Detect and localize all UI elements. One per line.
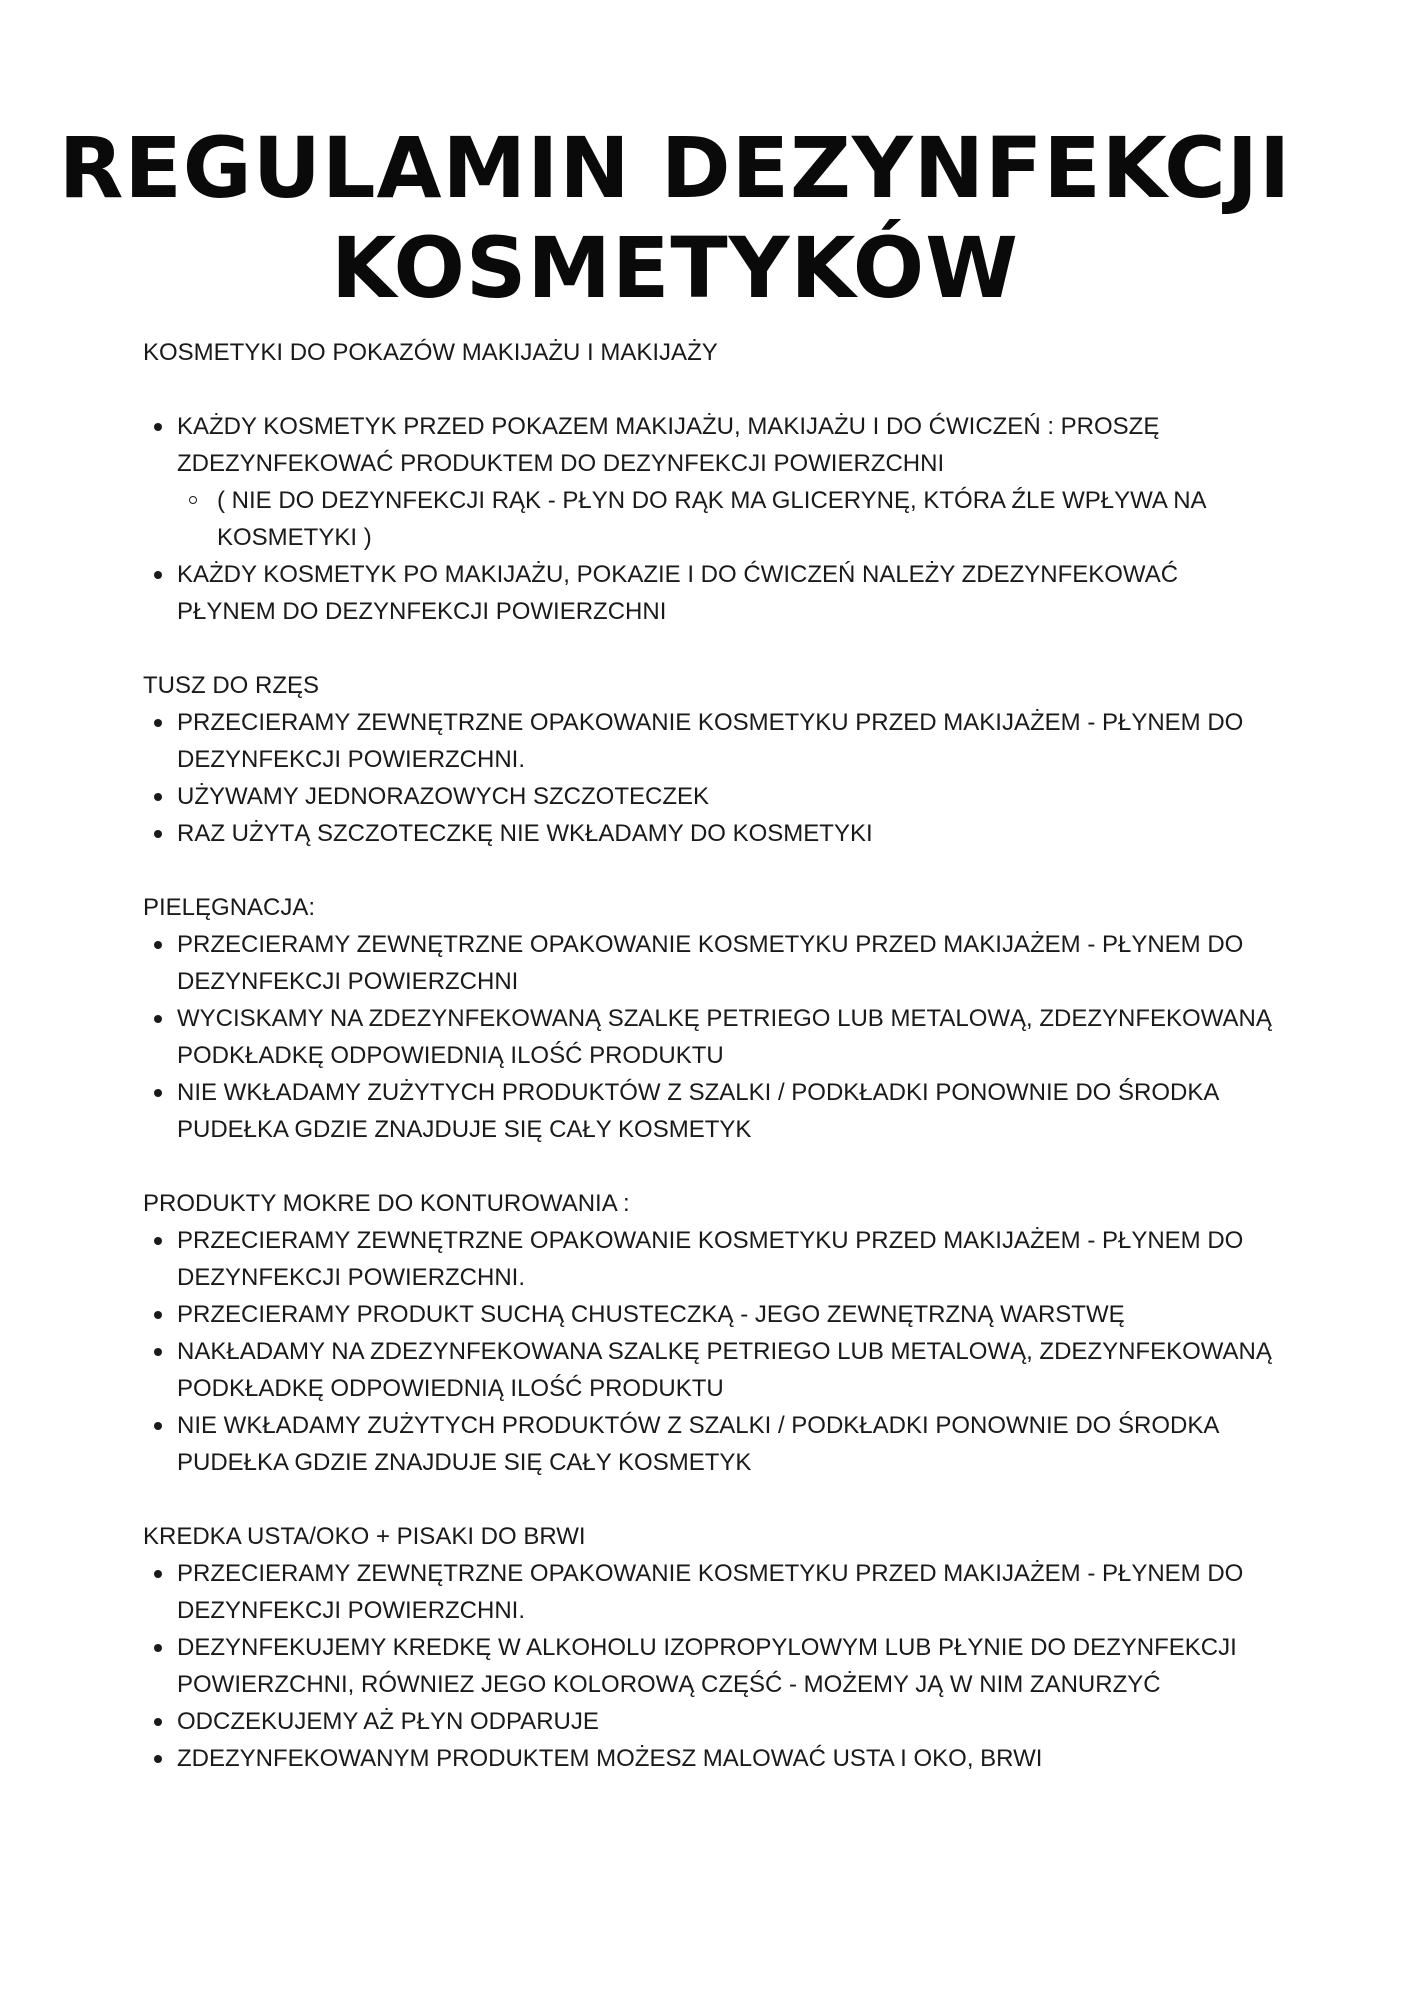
list-item-text: PRZECIERAMY ZEWNĘTRZNE OPAKOWANIE KOSMETYKU PRZED MAKIJAŻEM - PŁYNEM DO DEZYNFEKCJI POWIERZCHNI. [177,1227,1244,1291]
section-heading: KOSMETYKI DO POKAZÓW MAKIJAŻU I MAKIJAŻY [143,339,718,366]
list-item [143,1407,1273,1481]
list-item-text: WYCISKAMY NA ZDEZYNFEKOWANĄ SZALKĘ PETRIEGO LUB METALOWĄ, ZDEZYNFEKOWANĄ PODKŁADKĘ ODPOWIEDNIĄ ILOŚĆ PRODUKTU [177,1005,1272,1069]
list-item [143,1333,1273,1407]
list-item-text: ODCZEKUJEMY AŻ PŁYN ODPARUJE [177,1708,599,1735]
list-item [143,815,1273,852]
bullet-list [143,926,1273,1148]
list-item-text: DEZYNFEKUJEMY KREDKĘ W ALKOHOLU IZOPROPYLOWYM LUB PŁYNIE DO DEZYNFEKCJI POWIERZCHNI, RÓWNIEZ JEGO KOLOROWĄ CZĘŚĆ - MOŻEMY JĄ W NIM ZANURZYĆ [177,1634,1237,1698]
list-item-text: PRZECIERAMY ZEWNĘTRZNE OPAKOWANIE KOSMETYKU PRZED MAKIJAŻEM - PŁYNEM DO DEZYNFEKCJI POWIERZCHNI. [177,709,1244,773]
list-item [143,926,1273,1000]
list-item-text: PRZECIERAMY ZEWNĘTRZNE OPAKOWANIE KOSMETYKU PRZED MAKIJAŻEM - PŁYNEM DO DEZYNFEKCJI POWIERZCHNI. [177,1560,1244,1624]
bullet-list [143,704,1273,852]
section-heading: TUSZ DO RZĘS [143,672,320,699]
section-wet-contour-products [143,1185,1273,1481]
list-item [143,1703,1273,1740]
list-item-text: NAKŁADAMY NA ZDEZYNFEKOWANA SZALKĘ PETRIEGO LUB METALOWĄ, ZDEZYNFEKOWANĄ PODKŁADKĘ ODPOWIEDNIĄ ILOŚĆ PRODUKTU [177,1338,1272,1402]
list-item-text: RAZ UŻYTĄ SZCZOTECZKĘ NIE WKŁADAMY DO KOSMETYKI [177,820,873,847]
list-item [143,1074,1273,1148]
list-item [143,1296,1273,1333]
list-item [143,556,1273,630]
list-item-text: KAŻDY KOSMETYK PRZED POKAZEM MAKIJAŻU, MAKIJAŻU I DO ĆWICZEŃ : PROSZĘ ZDEZYNFEKOWAĆ PRODUKTEM DO DEZYNFEKCJI POWIERZCHNI [177,413,1160,477]
list-item [143,1740,1273,1777]
list-item-text: PRZECIERAMY ZEWNĘTRZNE OPAKOWANIE KOSMETYKU PRZED MAKIJAŻEM - PŁYNEM DO DEZYNFEKCJI POWIERZCHNI [177,931,1244,995]
section-mascara [143,667,1273,852]
list-item [143,1629,1273,1703]
list-item [143,704,1273,778]
list-item-text: NIE WKŁADAMY ZUŻYTYCH PRODUKTÓW Z SZALKI / PODKŁADKI PONOWNIE DO ŚRODKA PUDEŁKA GDZIE ZNAJDUJE SIĘ CAŁY KOSMETYK [177,1412,1219,1476]
page-title-line-1: REGULAMIN DEZYNFEKCJI [58,119,1292,217]
list-item [143,408,1273,556]
bullet-list [143,1555,1273,1777]
sub-list-item-text: ( NIE DO DEZYNFEKCJI RĄK - PŁYN DO RĄK MA GLICERYNĘ, KTÓRA ŹLE WPŁYWA NA KOSMETYKI ) [217,487,1206,551]
list-item [143,1555,1273,1629]
page-title-line-2: KOSMETYKÓW [331,219,1019,317]
list-item [143,1000,1273,1074]
section-pencils-brow-pens [143,1518,1273,1777]
list-item [143,778,1273,815]
section-heading: KREDKA USTA/OKO + PISAKI DO BRWI [143,1523,586,1550]
sub-list-item [177,482,1273,556]
bullet-list [143,1222,1273,1481]
bullet-list [143,408,1273,630]
list-item-text: PRZECIERAMY PRODUKT SUCHĄ CHUSTECZKĄ - JEGO ZEWNĘTRZNĄ WARSTWĘ [177,1301,1125,1328]
section-skincare [143,889,1273,1148]
list-item-text: NIE WKŁADAMY ZUŻYTYCH PRODUKTÓW Z SZALKI / PODKŁADKI PONOWNIE DO ŚRODKA PUDEŁKA GDZIE ZNAJDUJE SIĘ CAŁY KOSMETYK [177,1079,1219,1143]
section-heading: PRODUKTY MOKRE DO KONTUROWANIA : [143,1190,630,1217]
document-content [143,334,1273,1814]
list-item [143,1222,1273,1296]
section-heading: PIELĘGNACJA: [143,894,316,921]
section-makeup-shows [143,334,1273,630]
page-title [0,118,1350,318]
list-item-text: KAŻDY KOSMETYK PO MAKIJAŻU, POKAZIE I DO ĆWICZEŃ NALEŻY ZDEZYNFEKOWAĆ PŁYNEM DO DEZYNFEKCJI POWIERZCHNI [177,561,1179,625]
sub-bullet-list [177,482,1273,556]
spacer [143,371,1273,408]
list-item-text: UŻYWAMY JEDNORAZOWYCH SZCZOTECZEK [177,783,710,810]
list-item-text: ZDEZYNFEKOWANYM PRODUKTEM MOŻESZ MALOWAĆ USTA I OKO, BRWI [177,1745,1043,1772]
